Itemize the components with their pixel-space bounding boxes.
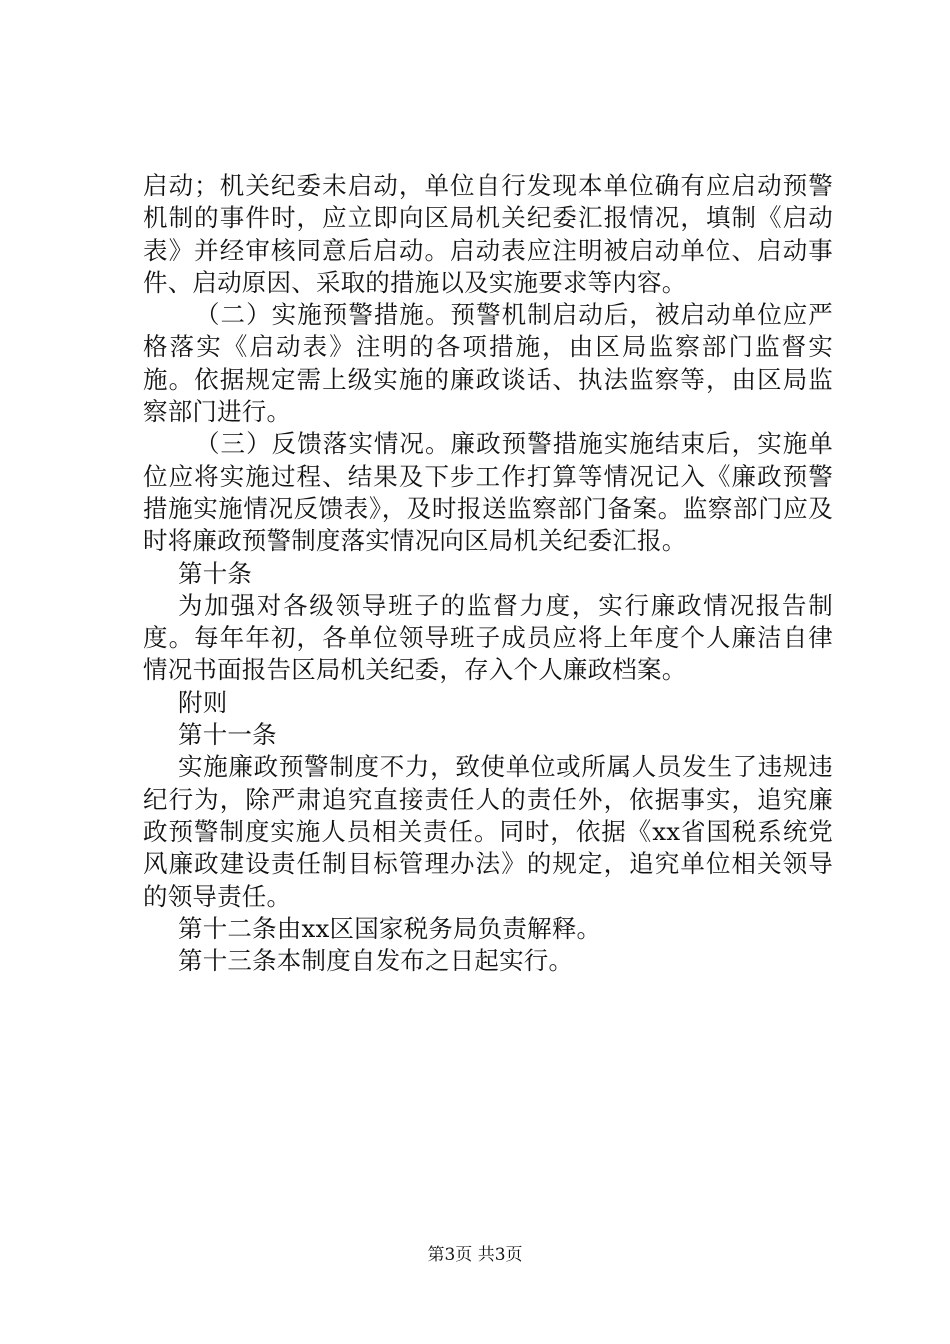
paragraph-article-twelve: 第十二条由xx区国家税务局负责解释。 <box>178 913 602 943</box>
paragraph-continuation: 启动；机关纪委未启动，单位自行发现本单位确有应启动预警机制的事件时，应立即向区局机关纪委汇报情况，填制《启动表》并经审核同意后启动。启动表应注明被启动单位、启动事件、启动原因、采取的措施以及实施要求等内容。 <box>143 171 833 297</box>
paragraph-section-two: （二）实施预警措施。预警机制启动后，被启动单位应严格落实《启动表》注明的各项措施，由区局监察部门监督实施。依据规定需上级实施的廉政谈话、执法监察等，由区局监察部门进行。 <box>143 300 833 427</box>
paragraph-article-thirteen: 第十三条本制度自发布之日起实行。 <box>178 946 574 976</box>
document-body <box>143 170 833 977</box>
paragraph-article-ten: 为加强对各级领导班子的监督力度，实行廉政情况报告制度。每年年初，各单位领导班子成员应将上年度个人廉洁自律情况书面报告区局机关纪委，存入个人廉政档案。 <box>143 590 833 685</box>
article-eleven-heading: 第十一条 <box>178 720 277 750</box>
supplementary-heading: 附则 <box>178 687 228 717</box>
page-number-footer: 第3页 共3页 <box>427 1245 523 1265</box>
paragraph-article-eleven: 实施廉政预警制度不力，致使单位或所属人员发生了违规违纪行为，除严肃追究直接责任人的责任外，依据事实，追究廉政预警制度实施人员相关责任。同时，依据《xx省国税系统党风廉政建设责任制目标管理办法》的规定，追究单位相关领导的领导责任。 <box>143 752 833 911</box>
paragraph-section-three: （三）反馈落实情况。廉政预警措施实施结束后，实施单位应将实施过程、结果及下步工作打算等情况记入《廉政预警措施实施情况反馈表》，及时报送监察部门备案。监察部门应及时将廉政预警制度落实情况向区局机关纪委汇报。 <box>143 429 833 556</box>
article-ten-heading: 第十条 <box>178 558 253 588</box>
